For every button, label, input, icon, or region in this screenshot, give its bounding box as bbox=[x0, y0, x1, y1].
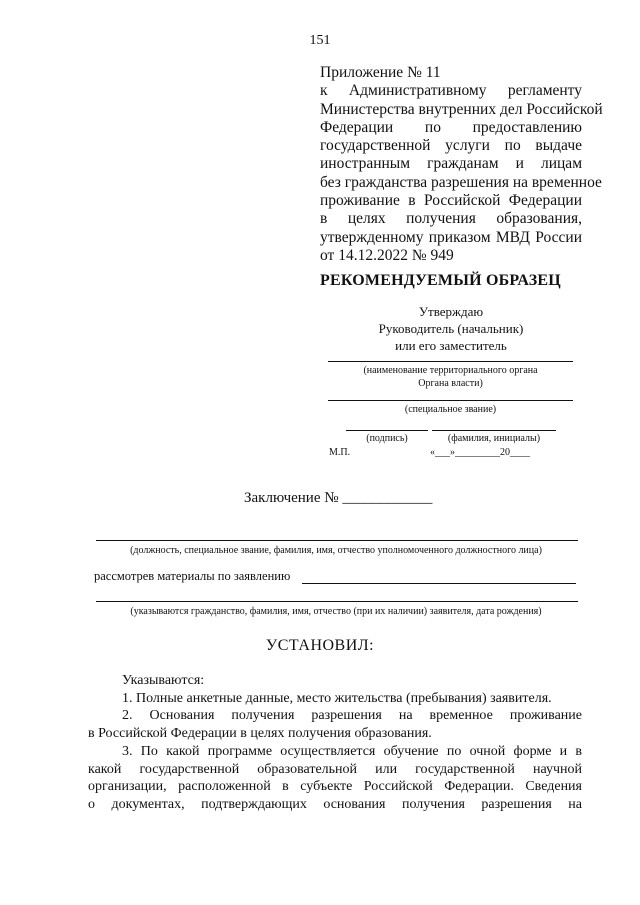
body-item-3-line: какой государственной образовательной или государственной научной bbox=[88, 761, 582, 777]
official-caption: (должность, специальное звание, фамилия, имя, отчество уполномоченного должностного лица) bbox=[130, 545, 542, 556]
body-text bbox=[88, 672, 582, 814]
appendix-line: Федерации по предоставлению bbox=[320, 118, 582, 136]
appendix-line: без гражданства разрешения на временное bbox=[320, 173, 602, 191]
approval-line: Руководитель (начальник) bbox=[378, 321, 524, 336]
date-field[interactable]: «___»_________20____ bbox=[430, 447, 530, 458]
appendix-line: к Административному регламенту bbox=[320, 82, 582, 100]
body-item-3-line: 3. По какой программе осуществляется обучение по очной форме и в bbox=[122, 743, 582, 759]
appendix-title: Приложение № 11 bbox=[320, 64, 441, 81]
signature-caption: (подпись) bbox=[366, 433, 408, 444]
approval-line: или его заместитель bbox=[395, 338, 507, 353]
conclusion-title bbox=[244, 490, 432, 507]
conclusion-number-field[interactable]: ____________ bbox=[342, 490, 433, 506]
sample-heading: РЕКОМЕНДУЕМЫЙ ОБРАЗЕЦ bbox=[320, 272, 561, 289]
body-intro: Указываются: bbox=[122, 673, 205, 688]
official-line[interactable] bbox=[96, 540, 578, 541]
appendix-line: в целях получения образования, bbox=[320, 210, 582, 228]
application-line[interactable] bbox=[302, 583, 576, 584]
approval-line: Утверждаю bbox=[418, 304, 484, 319]
stamp-label: М.П. bbox=[329, 447, 351, 458]
page-number: 151 bbox=[309, 33, 331, 48]
body-item-3-line: о документах, подтверждающих основания получения разрешения на bbox=[88, 796, 582, 812]
organ-name-line[interactable] bbox=[328, 361, 573, 362]
name-caption: (фамилия, инициалы) bbox=[447, 433, 541, 444]
approval-block bbox=[320, 303, 582, 354]
appendix-line: государственной услуги по выдаче bbox=[320, 137, 582, 155]
appendix-header bbox=[320, 64, 603, 265]
appendix-line: проживание в Российской Федерации bbox=[320, 192, 582, 210]
body-item-3-line: организации, расположенной в субъекте Российской Федерации. Сведения bbox=[88, 779, 582, 795]
body-item-1: 1. Полные анкетные данные, место жительства (пребывания) заявителя. bbox=[122, 690, 552, 706]
appendix-line: Министерства внутренних дел Российской bbox=[320, 100, 603, 118]
applicant-line[interactable] bbox=[96, 601, 578, 602]
appendix-line: утвержденному приказом МВД России bbox=[320, 228, 582, 246]
body-item-2-line: в Российской Федерации в целях получения образования. bbox=[88, 726, 432, 742]
rank-caption: (специальное звание) bbox=[404, 404, 497, 415]
signature-line[interactable] bbox=[346, 430, 428, 431]
established-heading: УСТАНОВИЛ: bbox=[265, 637, 375, 654]
appendix-line: от 14.12.2022 № 949 bbox=[320, 246, 454, 264]
conclusion-label: Заключение № bbox=[244, 490, 339, 506]
considered-label: рассмотрев материалы по заявлению bbox=[94, 569, 291, 583]
applicant-caption: (указываются гражданство, фамилия, имя, отчество (при их наличии) заявителя, дата рождения) bbox=[130, 606, 542, 617]
name-line[interactable] bbox=[432, 430, 556, 431]
organ-name-caption: (наименование территориального органа Органа власти) bbox=[363, 365, 538, 389]
body-item-2-line: 2. Основания получения разрешения на временное проживание bbox=[122, 708, 582, 724]
appendix-line: иностранным гражданам и лицам bbox=[320, 155, 582, 173]
rank-line[interactable] bbox=[328, 400, 573, 401]
